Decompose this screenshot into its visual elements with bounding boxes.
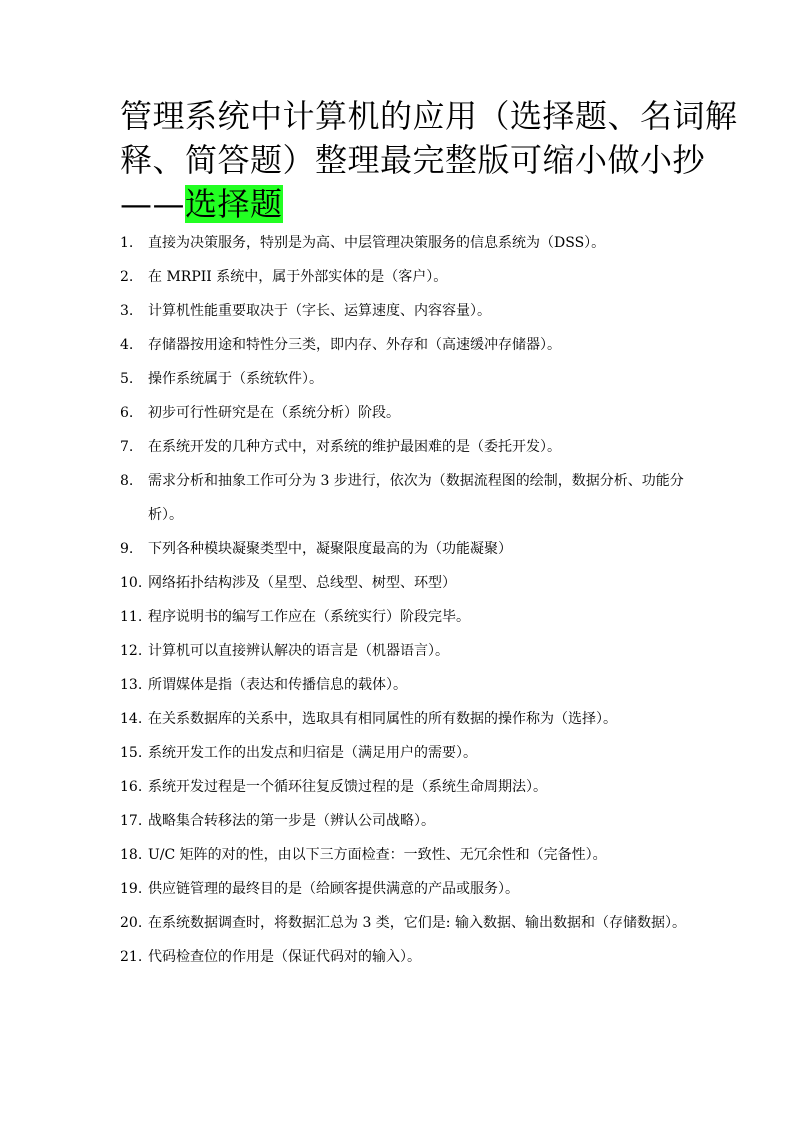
item-text: 程序说明书的编写工作应在（系统实行）阶段完毕。 [148, 609, 470, 625]
item-number: 3. [120, 303, 134, 319]
list-item [120, 600, 690, 634]
item-number: 10. [120, 575, 143, 591]
list-item [120, 838, 690, 872]
item-text: 供应链管理的最终目的是（给顾客提供满意的产品或服务）。 [148, 881, 519, 897]
question-list [120, 226, 690, 974]
item-text: 初步可行性研究是在（系统分析）阶段。 [148, 405, 400, 421]
item-number: 6. [120, 405, 134, 421]
list-item [120, 668, 690, 702]
document-title [120, 94, 738, 226]
item-text: 代码检查位的作用是（保证代码对的输入）。 [148, 949, 421, 965]
title-line-2: 释、简答题）整理最完整版可缩小做小抄 [120, 141, 706, 179]
list-item [120, 328, 690, 362]
item-number: 21. [120, 949, 143, 965]
item-text: 战略集合转移法的第一步是（辨认公司战略）。 [148, 813, 435, 829]
item-number: 20. [120, 915, 143, 931]
title-line-3 [120, 182, 692, 226]
item-text: 系统开发工作的出发点和归宿是（满足用户的需要）。 [148, 745, 477, 761]
item-text: 在关系数据库的关系中，选取具有相同属性的所有数据的操作称为（选择）。 [148, 711, 617, 727]
list-item [120, 566, 690, 600]
list-item [120, 464, 690, 532]
list-item [120, 872, 690, 906]
item-text: 存储器按用途和特性分三类，即内存、外存和（高速缓冲存储器）。 [148, 337, 561, 353]
item-text: 直接为决策服务，特别是为高、中层管理决策服务的信息系统为（DSS）。 [148, 235, 606, 251]
item-text: 在系统开发的几种方式中，对系统的维护最困难的是（委托开发）。 [148, 439, 561, 455]
item-text: U/C 矩阵的对的性，由以下三方面检查：一致性、无冗余性和（完备性）。 [148, 847, 607, 863]
item-text: 网络拓扑结构涉及（星型、总线型、树型、环型） [148, 575, 456, 591]
item-text: 操作系统属于（系统软件）。 [148, 371, 323, 387]
title-highlight: 选择题 [185, 185, 283, 223]
title-dash: —— [120, 185, 185, 223]
item-text: 需求分析和抽象工作可分为 3 步进行，依次为（数据流程图的绘制，数据分析、功能分析）。 [148, 473, 684, 523]
list-item [120, 294, 690, 328]
item-number: 13. [120, 677, 143, 693]
list-item [120, 634, 690, 668]
item-number: 1. [120, 235, 134, 251]
item-number: 12. [120, 643, 143, 659]
item-text: 所谓媒体是指（表达和传播信息的载体）。 [148, 677, 407, 693]
item-text: 计算机可以直接辨认解决的语言是（机器语言）。 [148, 643, 449, 659]
item-number: 4. [120, 337, 134, 353]
item-number: 5. [120, 371, 134, 387]
item-number: 7. [120, 439, 134, 455]
item-number: 8. [120, 473, 134, 489]
list-item [120, 906, 690, 940]
item-text: 系统开发过程是一个循环往复反馈过程的是（系统生命周期法）。 [148, 779, 547, 795]
item-number: 19. [120, 881, 143, 897]
list-item [120, 430, 690, 464]
item-text: 计算机性能重要取决于（字长、运算速度、内容容量）。 [148, 303, 491, 319]
list-item [120, 940, 690, 974]
item-number: 9. [120, 541, 134, 557]
item-text: 在系统数据调查时，将数据汇总为 3 类，它们是: 输入数据、输出数据和（存储数据）。 [148, 915, 686, 931]
item-number: 11. [120, 609, 143, 625]
item-number: 17. [120, 813, 143, 829]
item-text: 下列各种模块凝聚类型中，凝聚限度最高的为（功能凝聚） [148, 541, 512, 557]
title-line-1: 管理系统中计算机的应用（选择题、名词解 [120, 97, 738, 135]
item-number: 18. [120, 847, 143, 863]
item-number: 15. [120, 745, 143, 761]
item-number: 16. [120, 779, 143, 795]
list-item [120, 770, 690, 804]
list-item [120, 260, 690, 294]
list-item [120, 362, 690, 396]
list-item [120, 226, 690, 260]
list-item [120, 532, 690, 566]
list-item [120, 736, 690, 770]
item-number: 14. [120, 711, 143, 727]
item-number: 2. [120, 269, 134, 285]
list-item [120, 396, 690, 430]
item-text: 在 MRPII 系统中，属于外部实体的是（客户）。 [148, 269, 448, 285]
list-item [120, 804, 690, 838]
list-item [120, 702, 690, 736]
